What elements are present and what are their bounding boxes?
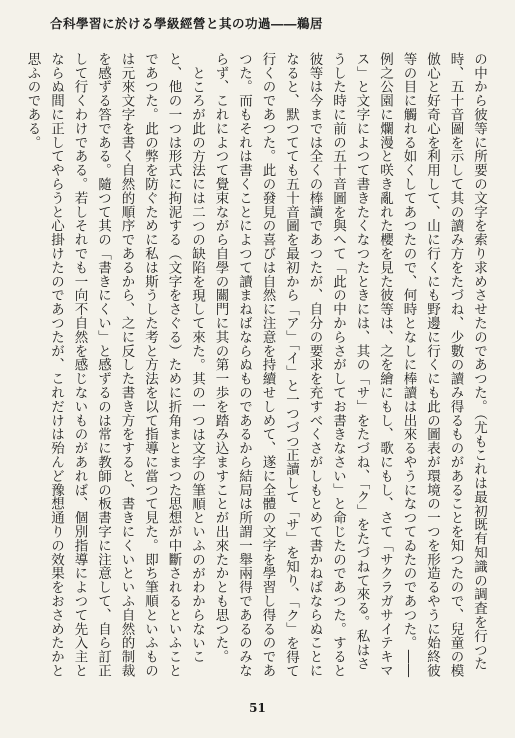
running-header: 合科學習に於ける學級經營と其の功過――鵜居 <box>50 16 324 31</box>
paragraph: ところが此の方法には二つの缺陷を現して來た。其の一つは文字の筆順といふのがわからないこと、他の一つは形式に拘泥する（文字をさぐる）ために折角まとまつた思想が中斷されるといふことであつた。此の弊を防ぐために私は斯うした考と方法を以て指導に當つて見た。即ち筆順といふものは元來文字を書く自然的順序であるから、之に反した書き方をすると、書きにくいといふ自然的制裁を感ずる答である。隨つて其の「書きにくい」と感ずるのは常に教師の板書字に注意して、自ら訂正して行くわけである。若しそれでも一向不自然を感じないものがあれば、個別指導によつて先入主とならぬ間に正してやらうと心掛けたのであつたが、これだけは殆んど豫想通りの效果をおさめたかと思ふのである。 <box>24 52 205 678</box>
body-text <box>24 52 490 678</box>
paragraph: の中から彼等に所要の文字を索り求めさせたのであつた。（尤もこれは最初既有知識の調査を行つた時、五十音圖を示して其の讀み方をたづね、少數の讀み得るものがあることを知つたので、兒童の模倣心と好奇心を利用して、山に行くにも野邊に行くにも此の圖表が環境の一つを形造るやうに始終彼等の目に觸れる如くしてあつたので、何時となしに棒讀は出來るやうになつてゐたのであつた。――例之公園に爛漫と咲き亂れた櫻を見た彼等は、之を繪にもし、歌にもし、さて「サクラガサイテキマス」と文字によつて書きたくなつたときには、其の「サ」をたづね、「ク」をたづねて來る。私はさうした時に前の五十音圖を與へて「此の中からさがしてお書きなさい」と命じたのであつた。すると彼等は今までは全くの棒讀であつたが、自分の要求を充すべくさがしもとめて書かねばならぬことになると、默つてても五十音圖を最初から「ア」「イ」と一つづつ正讀して「サ」を知り、「ク」を得て行くのであつた。此の發見の喜びは自然に注意を持續せしめて、遂に全體の文字を學習し得るのであつた。而もそれは書くことによつて讀まねばならぬものであるから結局は所謂一舉兩得であるのみならず、これによつて覺束ながら自學の關門に其の第一歩を踏み込ますことが出來たかとも思つた。 <box>212 52 487 678</box>
page-number: 51 <box>249 701 266 715</box>
